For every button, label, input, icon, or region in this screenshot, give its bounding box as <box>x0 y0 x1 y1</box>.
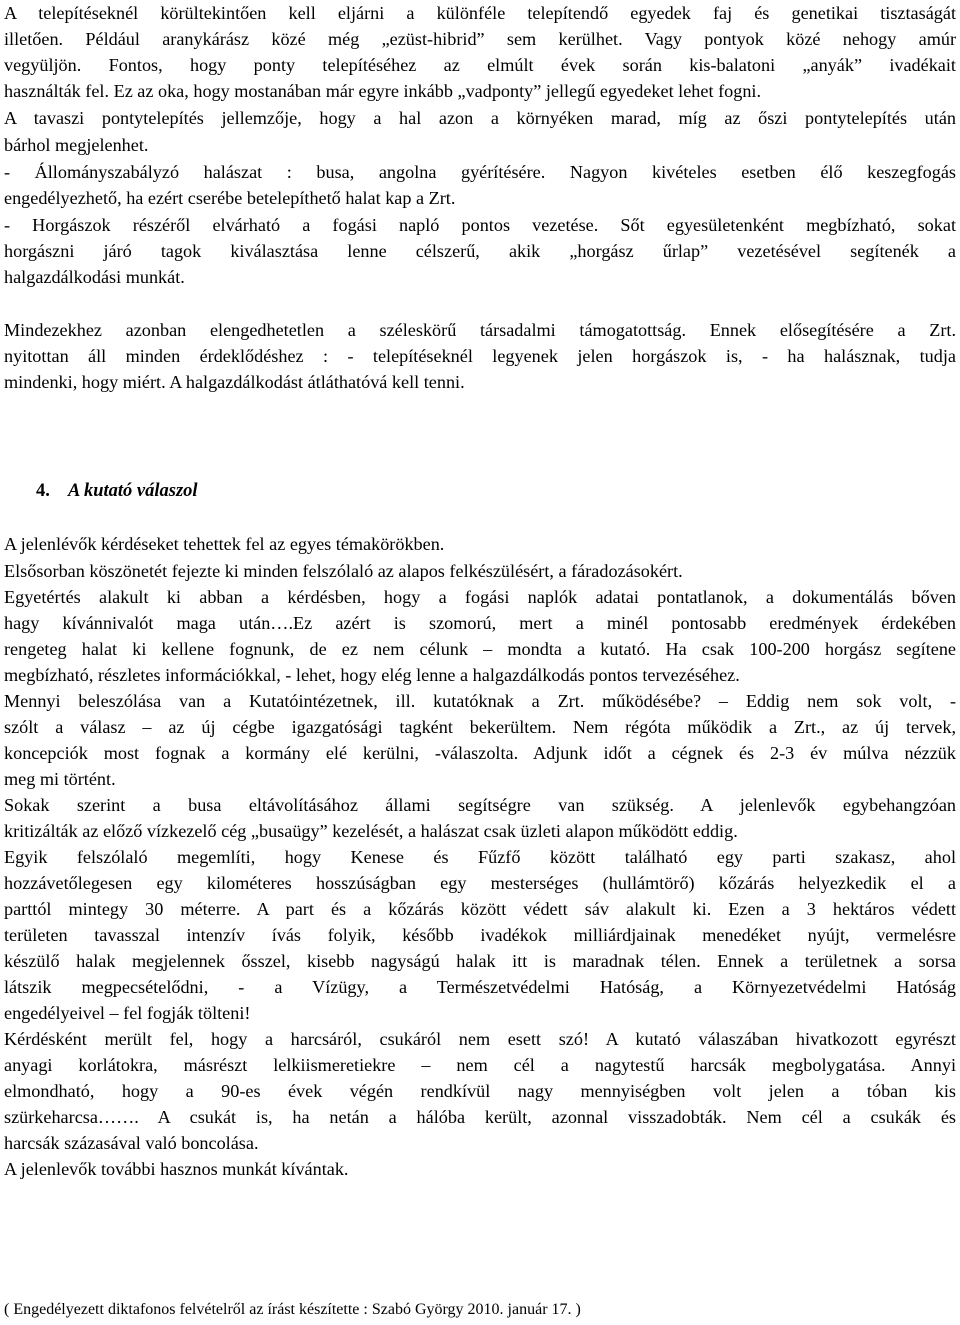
paragraph-line: bárhol megjelenhet. <box>4 135 149 155</box>
paragraph-line: látszik megpecsételődni, - a Vízügy, a Természetvédelmi Hatóság, a Környezetvédelmi Hatóság <box>4 977 956 997</box>
paragraph-line: illetően. Például aranykárász közé még „ezüst-hibrid” sem kerülhet. Vagy pontyok közé nehogy amúr <box>4 29 956 49</box>
paragraph-line: szólt a válasz – az új cégbe igazgatósági tagként bekerültem. Nem régóta működik a Zrt., az új tervek, <box>4 717 956 737</box>
paragraph-line: Elsősorban köszönetét fejezte ki minden felszólaló az alapos felkészülésért, a fáradozásokért. <box>4 561 683 581</box>
paragraph-line: anyagi korlátokra, másrészt lelkiismeretiekre – nem cél a nagytestű harcsák megbolygatása. Annyi <box>4 1055 956 1075</box>
paragraph-line: területen tavasszal intenzív ívás folyik, később ivadékok milliárdjainak menedéket nyújt, vermelésre <box>4 925 956 945</box>
paragraph-line: mindenki, hogy miért. A halgazdálkodást átláthatóvá kell tenni. <box>4 372 465 392</box>
section-number: 4. <box>36 481 50 501</box>
paragraph-line: halgazdálkodási munkát. <box>4 267 185 287</box>
paragraph-line: vegyüljön. Fontos, hogy ponty telepítéséhez az elmúlt évek során kis-balatoni „anyák” ivadékait <box>4 55 956 75</box>
paragraph-line: kritizálták az előző vízkezelő cég „busaügy” kezelését, a halászat csak üzleti alapon működött eddig. <box>4 821 738 841</box>
paragraph-line: - Horgászok részéről elvárható a fogási napló pontos vezetése. Sőt egyesületenként megbízható, sokat <box>4 215 956 235</box>
footer-note: ( Engedélyezett diktafonos felvételről az írást készítette : Szabó György 2010. január 17. ) <box>4 1301 581 1318</box>
paragraph-line: - Állományszabályzó halászat : busa, angolna gyérítésére. Nagyon kivételes esetben élő keszegfogás <box>4 162 956 182</box>
paragraph-line: hozzávetőlegesen egy kilométeres hosszúságban egy mesterséges (hullámtörő) kőzárás helyezkedik el a <box>4 873 956 893</box>
paragraph-line: hagy kívánnivalót maga után….Ez azért is szomorú, mert a minél pontosabb eredmények érdekében <box>4 613 956 633</box>
paragraph-line: nyitottan áll minden érdeklődéshez : - telepítéseknél legyenek jelen horgászok is, - ha halásznak, tudja <box>4 346 956 366</box>
paragraph-line: készülő halak megjelennek ősszel, kisebb nagyságú halak itt is maradnak télen. Ennek a területnek a sorsa <box>4 951 956 971</box>
paragraph-line: harcsák százasával való boncolása. <box>4 1133 259 1153</box>
paragraph-line: parttól mintegy 30 méterre. A part és a kőzárás között védett sáv alakult ki. Ezen a 3 hektáros védett <box>4 899 956 919</box>
paragraph-line: Kérdésként merült fel, hogy a harcsáról, csukáról nem esett szó! A kutató válaszában hivatkozott egyrészt <box>4 1029 956 1049</box>
paragraph-line: A tavaszi pontytelepítés jellemzője, hogy a hal azon a környéken marad, míg az őszi pontytelepítés után <box>4 108 956 128</box>
section-heading <box>36 478 198 504</box>
paragraph-line: koncepciók most fognak a kormány elé kerülni, -válaszolta. Adjunk időt a cégnek és 2-3 év múlva nézzük <box>4 743 956 763</box>
paragraph-line: szürkeharcsa……. A csukát is, ha netán a hálóba került, azonnal visszadobták. Nem cél a csukák és <box>4 1107 956 1127</box>
section-title: A kutató válaszol <box>68 481 198 501</box>
paragraph-line: A jelenlevők további hasznos munkát kívántak. <box>4 1159 349 1179</box>
paragraph-line: elmondható, hogy a 90-es évek végén rendkívül nagy mennyiségben volt jelen a tóban kis <box>4 1081 956 1101</box>
paragraph-line: rengeteg halat ki kellene fognunk, de ez nem célunk – mondta a kutató. Ha csak 100-200 horgász segítene <box>4 639 956 659</box>
paragraph-line: A jelenlévők kérdéseket tehettek fel az egyes témakörökben. <box>4 534 445 554</box>
paragraph-line: Mindezekhez azonban elengedhetetlen a széleskörű társadalmi támogatottság. Ennek elősegítésére a Zrt. <box>4 320 956 340</box>
paragraph-line: engedélyeivel – fel fogják tölteni! <box>4 1003 251 1023</box>
paragraph-line: meg mi történt. <box>4 769 116 789</box>
paragraph-line: engedélyezhető, ha ezért cserébe betelepíthető halat kap a Zrt. <box>4 188 456 208</box>
paragraph-line: Sokak szerint a busa eltávolításához állami segítségre van szükség. A jelenlevők egybehangzóan <box>4 795 956 815</box>
paragraph-line: Egyik felszólaló megemlíti, hogy Kenese és Fűzfő között található egy parti szakasz, ahol <box>4 847 956 867</box>
paragraph-line: Egyetértés alakult ki abban a kérdésben, hogy a fogási naplók adatai pontatlanok, a dokumentálás bőven <box>4 587 956 607</box>
paragraph-line: horgászni járó tagok kiválasztása lenne célszerű, akik „horgász űrlap” vezetésével segítenék a <box>4 241 956 261</box>
paragraph-line: A telepítéseknél körültekintően kell eljárni a különféle telepítendő egyedek faj és genetikai tisztaságát <box>4 3 956 23</box>
paragraph-line: megbízható, részletes információkkal, - lehet, hogy elég lenne a halgazdálkodás pontos tervezéséhez. <box>4 665 740 685</box>
paragraph-line: használták fel. Ez az oka, hogy mostanában már egyre inkább „vadponty” jellegű egyedeket lehet fogni. <box>4 81 762 101</box>
paragraph-line: Mennyi beleszólása van a Kutatóintézetnek, ill. kutatóknak a Zrt. működésébe? – Eddig nem sok volt, - <box>4 691 956 711</box>
